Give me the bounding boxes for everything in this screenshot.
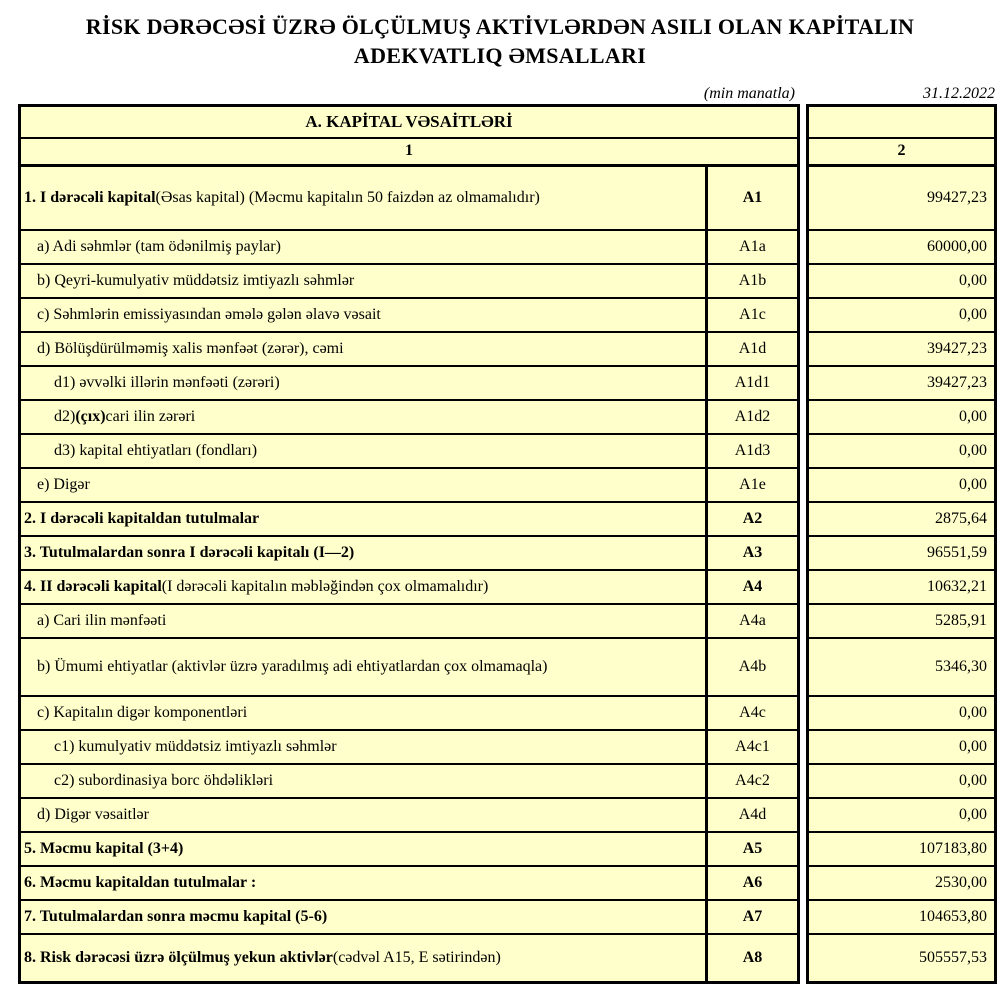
row-value: 0,00 — [959, 737, 987, 755]
column-number-cell: 1 — [405, 142, 413, 160]
table-row — [809, 107, 994, 139]
row-code: A4b — [705, 639, 797, 695]
label-segment: d) Bölüşdürülməmiş xalis mənfəət (zərər), cəmi — [37, 339, 344, 357]
table-row — [21, 867, 797, 901]
row-value: 99427,23 — [927, 188, 987, 206]
row-label — [21, 571, 705, 603]
table-row — [21, 697, 797, 731]
label-segment: (çıx) — [75, 407, 106, 425]
table-row — [21, 299, 797, 333]
row-code: A7 — [705, 901, 797, 933]
row-value: 104653,80 — [919, 907, 987, 925]
label-segment: 5. Məcmu kapital (3+4) — [24, 839, 184, 857]
table-row — [21, 799, 797, 833]
title-line-2: ADEKVATLIQ ƏMSALLARI — [353, 43, 647, 69]
row-value: 0,00 — [959, 271, 987, 289]
label-segment: c1) kumulyativ müddətsiz imtiyazlı səhmlər — [54, 737, 337, 755]
row-value: 2530,00 — [935, 873, 987, 891]
row-value: 0,00 — [959, 771, 987, 789]
row-label — [21, 265, 705, 297]
table-row — [809, 299, 994, 333]
row-label — [21, 231, 705, 263]
label-segment: d3) kapital ehtiyatları (fondları) — [54, 441, 258, 459]
table-row — [809, 167, 994, 231]
label-segment: (I dərəcəli kapitalın məbləğindən çox olmamalıdır) — [161, 577, 489, 595]
table-row — [21, 333, 797, 367]
table-row — [21, 401, 797, 435]
row-value: 107183,80 — [919, 839, 987, 857]
row-value: 505557,53 — [919, 948, 987, 966]
row-label — [21, 765, 705, 797]
table-row — [21, 139, 797, 167]
capital-adequacy-table — [18, 104, 997, 984]
label-segment: d2) — [54, 407, 76, 425]
table-row — [21, 605, 797, 639]
row-code: A1b — [705, 265, 797, 297]
row-value: 60000,00 — [927, 237, 987, 255]
row-label — [21, 299, 705, 331]
label-segment: 4. II dərəcəli kapital — [24, 577, 162, 595]
row-code: A1d1 — [705, 367, 797, 399]
label-segment: 2. I dərəcəli kapitaldan tutulmalar — [24, 509, 260, 527]
meta-row — [0, 82, 1000, 104]
row-value: 5346,30 — [935, 657, 987, 675]
row-label — [21, 401, 705, 433]
row-code: A4a — [705, 605, 797, 637]
row-label — [21, 367, 705, 399]
label-segment: d) Digər vəsaitlər — [37, 805, 149, 823]
table-row — [21, 901, 797, 935]
table-row — [809, 503, 994, 537]
row-value — [809, 107, 994, 137]
table-row — [809, 731, 994, 765]
table-row — [809, 833, 994, 867]
row-value: 39427,23 — [927, 339, 987, 357]
table-row — [809, 799, 994, 833]
table-row — [21, 265, 797, 299]
label-segment: cari ilin zərəri — [105, 407, 196, 425]
row-code: A4 — [705, 571, 797, 603]
table-row — [809, 639, 994, 697]
row-code: A4c2 — [705, 765, 797, 797]
label-segment: a) Cari ilin mənfəəti — [37, 611, 167, 629]
table-row — [809, 605, 994, 639]
row-code: A6 — [705, 867, 797, 899]
row-label — [21, 469, 705, 501]
unit-note: (min manatla) — [703, 85, 795, 103]
row-label — [21, 697, 705, 729]
table-row — [809, 265, 994, 299]
row-code: A1d2 — [705, 401, 797, 433]
row-label — [21, 639, 705, 695]
row-code: A1 — [705, 167, 797, 229]
row-value: 0,00 — [959, 441, 987, 459]
label-segment: 8. Risk dərəcəsi üzrə ölçülmuş yekun aktivlər — [24, 948, 333, 966]
row-label — [21, 537, 705, 569]
table-row — [21, 571, 797, 605]
row-code: A1d — [705, 333, 797, 365]
label-segment: 6. Məcmu kapitaldan tutulmalar : — [24, 873, 257, 891]
label-segment: 3. Tutulmalardan sonra I dərəcəli kapitalı (I—2) — [24, 543, 355, 561]
row-label — [21, 503, 705, 535]
table-row — [21, 639, 797, 697]
table-row — [21, 765, 797, 799]
row-code: A3 — [705, 537, 797, 569]
table-row — [809, 469, 994, 503]
label-segment: c) Kapitalın digər komponentləri — [37, 703, 248, 721]
row-label — [21, 167, 705, 229]
table-row — [21, 935, 797, 981]
table-row — [809, 537, 994, 571]
table-labels-and-codes — [18, 104, 800, 984]
row-value: 2875,64 — [935, 509, 987, 527]
section-header-cell: A. KAPİTAL VƏSAİTLƏRİ — [305, 112, 513, 132]
row-label — [21, 333, 705, 365]
table-row — [809, 867, 994, 901]
row-value: 96551,59 — [927, 543, 987, 561]
table-row — [809, 697, 994, 731]
table-row — [21, 731, 797, 765]
table-row — [809, 935, 994, 981]
table-row — [809, 901, 994, 935]
row-code: A4c1 — [705, 731, 797, 763]
label-segment: (cədvəl A15, E sətirindən) — [332, 948, 501, 966]
page-title — [0, 12, 1000, 70]
table-row — [809, 367, 994, 401]
row-label — [21, 435, 705, 467]
row-code: A8 — [705, 935, 797, 981]
row-label — [21, 901, 705, 933]
label-segment: a) Adi səhmlər (tam ödənilmiş paylar) — [37, 237, 281, 255]
row-value: 0,00 — [959, 475, 987, 493]
table-row — [809, 231, 994, 265]
table-row — [21, 469, 797, 503]
row-value: 10632,21 — [927, 577, 987, 595]
label-segment: c2) subordinasiya borc öhdəlikləri — [54, 771, 274, 789]
label-segment: e) Digər — [37, 475, 90, 493]
row-label — [21, 731, 705, 763]
row-label — [21, 833, 705, 865]
label-segment: b) Qeyri-kumulyativ müddətsiz imtiyazlı səhmlər — [37, 271, 355, 289]
row-label — [21, 799, 705, 831]
table-row — [809, 333, 994, 367]
table-row — [21, 231, 797, 265]
label-segment: b) Ümumi ehtiyatlar (aktivlər üzrə yaradılmış adi ehtiyatlardan çox olmamaqla) — [37, 657, 548, 675]
row-code: A1a — [705, 231, 797, 263]
row-code: A1d3 — [705, 435, 797, 467]
table-row — [809, 571, 994, 605]
table-row — [21, 833, 797, 867]
row-code: A4c — [705, 697, 797, 729]
title-line-1: RİSK DƏRƏCƏSİ ÜZRƏ ÖLÇÜLMUŞ AKTİVLƏRDƏN ASILI OLAN KAPİTALIN — [85, 14, 915, 39]
row-value: 0,00 — [959, 407, 987, 425]
label-segment: 7. Tutulmalardan sonra məcmu kapital (5-6) — [24, 907, 328, 925]
label-segment: c) Səhmlərin emissiyasından əmələ gələn əlavə vəsait — [37, 305, 381, 323]
table-row — [21, 537, 797, 571]
row-value: 5285,91 — [935, 611, 987, 629]
row-value: 39427,23 — [927, 373, 987, 391]
row-label — [21, 605, 705, 637]
row-label — [21, 867, 705, 899]
table-row — [21, 107, 797, 139]
table-row — [21, 367, 797, 401]
row-value: 0,00 — [959, 305, 987, 323]
row-value: 2 — [897, 142, 906, 160]
row-code: A2 — [705, 503, 797, 535]
label-segment: d1) əvvəlki illərin mənfəəti (zərəri) — [54, 373, 280, 391]
table-row — [809, 401, 994, 435]
row-value: 0,00 — [959, 703, 987, 721]
table-row — [809, 435, 994, 469]
table-row — [809, 139, 994, 167]
table-row — [21, 167, 797, 231]
label-segment: 1. I dərəcəli kapital — [24, 188, 156, 206]
row-code: A4d — [705, 799, 797, 831]
table-row — [21, 503, 797, 537]
row-code: A5 — [705, 833, 797, 865]
table-row — [809, 765, 994, 799]
row-label — [21, 935, 705, 981]
row-code: A1c — [705, 299, 797, 331]
row-code: A1e — [705, 469, 797, 501]
report-date: 31.12.2022 — [923, 85, 995, 103]
table-row — [21, 435, 797, 469]
table-values — [806, 104, 997, 984]
row-value: 0,00 — [959, 805, 987, 823]
label-segment: (Əsas kapital) (Məcmu kapitalın 50 faizdən az olmamalıdır) — [155, 188, 540, 206]
